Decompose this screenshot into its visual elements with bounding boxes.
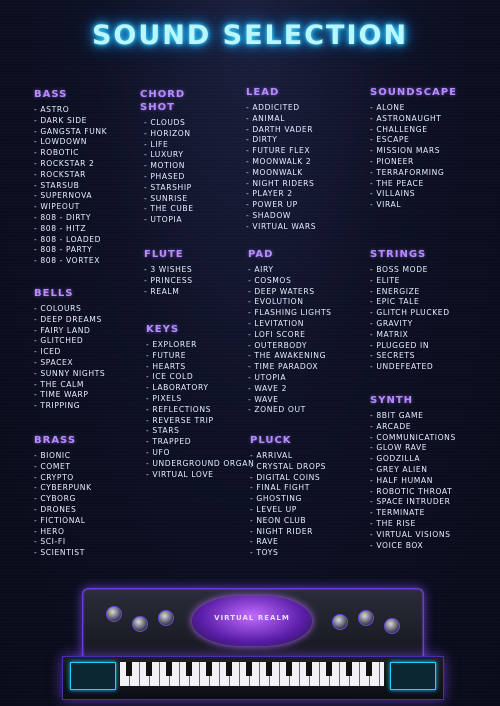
- sound-item: - WIPEOUT: [34, 202, 159, 213]
- sound-item: - WAVE 2: [248, 384, 373, 395]
- knob-icon: [332, 614, 348, 630]
- sound-item: - NIGHT RIDER: [250, 527, 375, 538]
- category-lead: [246, 86, 371, 233]
- sound-item: - DEEP WATERS: [248, 287, 373, 298]
- category-title: SOUNDSCAPE: [370, 87, 457, 98]
- sound-item: - HERO: [34, 527, 159, 538]
- synth-black-keys: [120, 662, 384, 676]
- category-title: PLUCK: [250, 435, 292, 446]
- sound-item: - REVERSE TRIP: [146, 416, 271, 427]
- sound-item: - HALF HUMAN: [370, 476, 495, 487]
- sound-item: - GHOSTING: [250, 494, 375, 505]
- sound-item: - UTOPIA: [144, 215, 265, 226]
- sound-item: - ROBOTIC: [34, 148, 159, 159]
- sound-item: - GANGSTA FUNK: [34, 127, 159, 138]
- sound-item: - 8BIT GAME: [370, 411, 495, 422]
- synth-product-image: [62, 582, 442, 706]
- knob-icon: [158, 610, 174, 626]
- sound-item: - PLUGGED IN: [370, 341, 495, 352]
- sound-item: - 808 - VORTEX: [34, 256, 159, 267]
- sound-list: [248, 265, 373, 416]
- page-title: SOUND SELECTION: [91, 20, 409, 51]
- sound-item: - DIGITAL COINS: [250, 473, 375, 484]
- sound-item: - NEON CLUB: [250, 516, 375, 527]
- synth-left-screen: [70, 662, 116, 690]
- sound-item: - MOONWALK 2: [246, 157, 371, 168]
- sound-item: - ARCADE: [370, 422, 495, 433]
- sound-item: - LABORATORY: [146, 383, 271, 394]
- sound-item: - LUXURY: [144, 150, 265, 161]
- sound-item: - LEVITATION: [248, 319, 373, 330]
- sound-item: - 808 - DIRTY: [34, 213, 159, 224]
- sound-item: - LOWDOWN: [34, 137, 159, 148]
- sound-item: - CYBORG: [34, 494, 159, 505]
- sound-item: - LEVEL UP: [250, 505, 375, 516]
- knob-icon: [132, 616, 148, 632]
- sound-item: - TRIPPING: [34, 401, 159, 412]
- sound-item: - DRONES: [34, 505, 159, 516]
- sound-item: - ZONED OUT: [248, 405, 373, 416]
- sound-list: [34, 304, 159, 412]
- sound-item: - ICE COLD: [146, 372, 271, 383]
- sound-item: - TERMINATE: [370, 508, 495, 519]
- sound-item: - FICTIONAL: [34, 516, 159, 527]
- synth-dome-label: VIRTUAL REALM: [214, 614, 290, 622]
- category-soundscape: [370, 86, 495, 211]
- sound-item: - WAVE: [248, 395, 373, 406]
- sound-item: - ENERGIZE: [370, 287, 495, 298]
- sound-list: [370, 265, 495, 373]
- category-title: STRINGS: [370, 249, 427, 260]
- category-title: KEYS: [146, 324, 180, 335]
- sound-item: - SCIENTIST: [34, 548, 159, 559]
- knob-icon: [384, 618, 400, 634]
- sound-item: - VIRTUAL VISIONS: [370, 530, 495, 541]
- sound-item: - HEARTS: [146, 362, 271, 373]
- sound-item: - SHADOW: [246, 211, 371, 222]
- sound-item: - CRYPTO: [34, 473, 159, 484]
- sound-item: - PHASED: [144, 172, 265, 183]
- category-title: BASS: [34, 89, 68, 100]
- sound-item: - THE CALM: [34, 380, 159, 391]
- sound-item: - GLITCHED: [34, 336, 159, 347]
- sound-item: - CLOUDS: [144, 118, 265, 129]
- sound-item: - VILLAINS: [370, 189, 495, 200]
- category-title: SYNTH: [370, 395, 414, 406]
- sound-item: - OUTERBODY: [248, 341, 373, 352]
- sound-item: - SECRETS: [370, 351, 495, 362]
- sound-item: - ARRIVAL: [250, 451, 375, 462]
- sound-item: - STARSHIP: [144, 183, 265, 194]
- sound-item: - ROCKSTAR: [34, 170, 159, 181]
- category-synth: [370, 394, 495, 551]
- category-title: BRASS: [34, 435, 77, 446]
- sound-item: - EPIC TALE: [370, 297, 495, 308]
- sound-item: - VIRAL: [370, 200, 495, 211]
- sound-list: [34, 451, 159, 559]
- sound-item: - HORIZON: [144, 129, 265, 140]
- sound-item: - UFO: [146, 448, 271, 459]
- category-bells: [34, 287, 159, 412]
- sound-item: - BIONIC: [34, 451, 159, 462]
- sound-item: - GLOW RAVE: [370, 443, 495, 454]
- category-title: FLUTE: [144, 249, 184, 260]
- sound-item: - VIRTUAL LOVE: [146, 470, 271, 481]
- sound-item: - NIGHT RIDERS: [246, 179, 371, 190]
- category-brass: [34, 434, 159, 559]
- sound-item: - SUNNY NIGHTS: [34, 369, 159, 380]
- sound-item: - EVOLUTION: [248, 297, 373, 308]
- sound-item: - ADDICITED: [246, 103, 371, 114]
- sound-item: - CHALLENGE: [370, 125, 495, 136]
- sound-item: - DEEP DREAMS: [34, 315, 159, 326]
- sound-item: - FUTURE FLEX: [246, 146, 371, 157]
- sound-item: - FLASHING LIGHTS: [248, 308, 373, 319]
- sound-item: - DARTH VADER: [246, 125, 371, 136]
- category-title-line1: CHORD: [140, 89, 186, 100]
- sound-item: - GREY ALIEN: [370, 465, 495, 476]
- sound-item: - DIRTY: [246, 135, 371, 146]
- category-title: LEAD: [246, 87, 280, 98]
- sound-item: - ASTRO: [34, 105, 159, 116]
- category-title-line2: SHOT: [140, 102, 175, 113]
- sound-item: - COLOURS: [34, 304, 159, 315]
- sound-item: - COSMOS: [248, 276, 373, 287]
- sound-item: - COMET: [34, 462, 159, 473]
- sound-item: - DARK SIDE: [34, 116, 159, 127]
- sound-list: [370, 103, 495, 211]
- sound-item: - GODZILLA: [370, 454, 495, 465]
- sound-item: - TRAPPED: [146, 437, 271, 448]
- sound-item: - SPACEX: [34, 358, 159, 369]
- sound-item: - SUPERNOVA: [34, 191, 159, 202]
- synth-right-screen: [390, 662, 436, 690]
- sound-item: - BOSS MODE: [370, 265, 495, 276]
- sound-item: - FAIRY LAND: [34, 326, 159, 337]
- sound-item: - PIONEER: [370, 157, 495, 168]
- category-pad: [248, 248, 373, 416]
- category-strings: [370, 248, 495, 373]
- sound-item: - COMMUNICATIONS: [370, 433, 495, 444]
- sound-item: - SUNRISE: [144, 194, 265, 205]
- sound-item: - PRINCESS: [144, 276, 269, 287]
- sound-item: - POWER UP: [246, 200, 371, 211]
- category-title: BELLS: [34, 288, 74, 299]
- sound-item: - PLAYER 2: [246, 189, 371, 200]
- knob-icon: [106, 606, 122, 622]
- sound-item: - 808 - LOADED: [34, 235, 159, 246]
- sound-item: - MOTION: [144, 161, 265, 172]
- sound-item: - THE AWAKENING: [248, 351, 373, 362]
- sound-item: - MATRIX: [370, 330, 495, 341]
- sound-item: - ANIMAL: [246, 114, 371, 125]
- sound-list: [246, 103, 371, 233]
- sound-item: - LOFI SCORE: [248, 330, 373, 341]
- sound-item: - EXPLORER: [146, 340, 271, 351]
- sound-item: - 3 WISHES: [144, 265, 269, 276]
- sound-item: - THE RISE: [370, 519, 495, 530]
- sound-item: - SCI-FI: [34, 537, 159, 548]
- sound-item: - STARSUB: [34, 181, 159, 192]
- sound-item: - RAVE: [250, 537, 375, 548]
- sound-item: - ELITE: [370, 276, 495, 287]
- sound-item: - ICED: [34, 347, 159, 358]
- sound-item: - STARS: [146, 426, 271, 437]
- sound-item: - ROCKSTAR 2: [34, 159, 159, 170]
- sound-item: - THE PEACE: [370, 179, 495, 190]
- sound-item: - MOONWALK: [246, 168, 371, 179]
- sound-item: - AIRY: [248, 265, 373, 276]
- sound-item: - ESCAPE: [370, 135, 495, 146]
- sound-item: - REALM: [144, 287, 269, 298]
- category-pluck: [250, 434, 375, 559]
- sound-item: - MISSION MARS: [370, 146, 495, 157]
- sound-list: [370, 411, 495, 551]
- sound-item: - ALONE: [370, 103, 495, 114]
- sound-item: - TIME WARP: [34, 390, 159, 401]
- sound-item: - CYBERPUNK: [34, 483, 159, 494]
- sound-item: - ASTRONAUGHT: [370, 114, 495, 125]
- sound-item: - SPACE INTRUDER: [370, 497, 495, 508]
- sound-item: - VIRTUAL WARS: [246, 222, 371, 233]
- sound-item: - 808 - HITZ: [34, 224, 159, 235]
- sound-item: - THE CUBE: [144, 204, 265, 215]
- sound-item: - TERRAFORMING: [370, 168, 495, 179]
- sound-item: - GRAVITY: [370, 319, 495, 330]
- knob-icon: [358, 610, 374, 626]
- sound-item: - UNDEFEATED: [370, 362, 495, 373]
- sound-item: - TOYS: [250, 548, 375, 559]
- sound-item: - REFLECTIONS: [146, 405, 271, 416]
- sound-item: - UTOPIA: [248, 373, 373, 384]
- sound-item: - LIFE: [144, 140, 265, 151]
- sound-item: - 808 - PARTY: [34, 245, 159, 256]
- sound-item: - TIME PARADOX: [248, 362, 373, 373]
- sound-item: - GLITCH PLUCKED: [370, 308, 495, 319]
- sound-item: - ROBOTIC THROAT: [370, 487, 495, 498]
- sound-item: - UNDERGROUND ORGAN: [146, 459, 271, 470]
- sound-item: - CRYSTAL DROPS: [250, 462, 375, 473]
- sound-list: [250, 451, 375, 559]
- sound-item: - VOICE BOX: [370, 541, 495, 552]
- category-title: PAD: [248, 249, 274, 260]
- sound-item: - FINAL FIGHT: [250, 483, 375, 494]
- sound-item: - PIXELS: [146, 394, 271, 405]
- sound-item: - FUTURE: [146, 351, 271, 362]
